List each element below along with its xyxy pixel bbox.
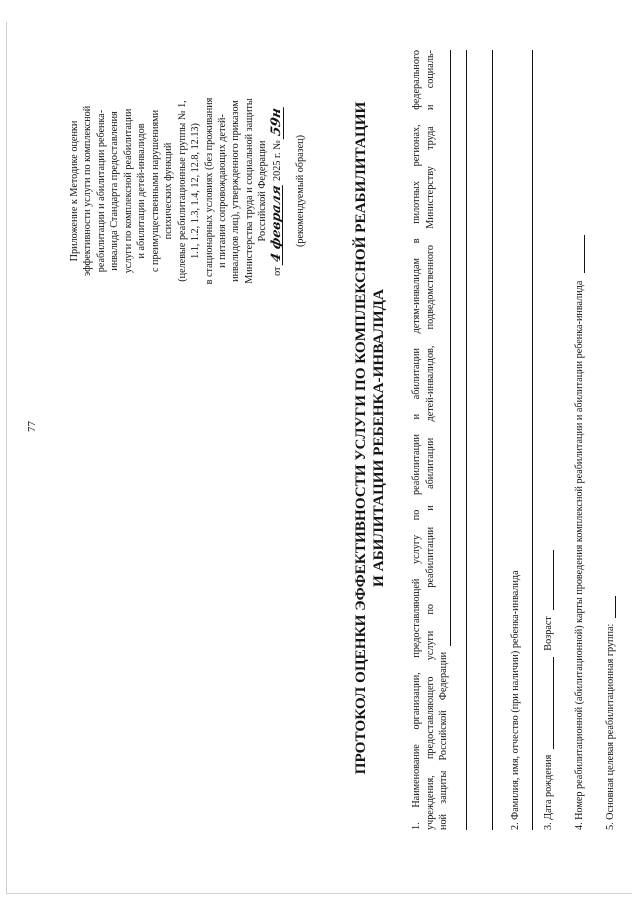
field-target-group — [604, 596, 616, 830]
appendix-line: с преимущественными нарушениями — [149, 109, 161, 273]
birth-date-fill-line[interactable] — [542, 657, 554, 749]
appendix-block — [68, 36, 308, 346]
field-child-name-label: 2. Фамилия, имя, отчество (при наличии) ребенка-инвалида — [510, 570, 521, 830]
handwritten-order-number: 59н — [268, 106, 284, 138]
birth-date-label: 3. Дата рождения — [543, 754, 554, 830]
appendix-line: Российской Федерации — [257, 140, 269, 242]
rehab-card-label: 4. Номер реабилитационной (абилитационной) карты проведения комплексной реабилитации и абилитации ребенка-инвалида — [574, 280, 585, 830]
appendix-line: реабилитации и абилитации ребенка- — [95, 109, 107, 273]
target-group-label: 5. Основная целевая реабилитационная группа: — [605, 623, 616, 830]
appendix-line: и питания сопровождающих детей- — [216, 114, 228, 268]
field-birth-and-age — [542, 550, 554, 830]
field-child-name — [510, 570, 521, 830]
handwritten-date: 4 февраля — [267, 183, 283, 264]
appendix-line: эффективности услуги по комплексной — [82, 105, 94, 277]
field-organization-line-3: ной защиты Российской Федерации — [438, 651, 450, 830]
appendix-line: психических функций — [163, 142, 175, 240]
appendix-line: Приложение к Методике оценки — [69, 120, 80, 262]
appendix-line: услуги по комплексной реабилитации — [122, 108, 134, 274]
child-name-fill-line[interactable] — [532, 50, 533, 830]
document-title — [352, 98, 387, 778]
title-line-2: И АБИЛИТАЦИИ РЕБЕНКА-ИНВАЛИДА — [369, 289, 387, 587]
order-date-line — [267, 36, 284, 346]
organization-fill-line[interactable] — [439, 50, 451, 646]
appendix-line: инвалида Стандарта предоставления — [109, 111, 121, 271]
age-label: Возраст — [543, 616, 554, 651]
field-organization-line-2: учреждения, предоставляющего услуги по реабилитации и абилитации детей-инвалидов, подведомственного Министерству труда и социаль- — [424, 50, 436, 830]
rehab-card-fill-line[interactable] — [573, 235, 585, 273]
appendix-line: в стационарных условиях (без проживания — [203, 97, 215, 285]
appendix-line: 1.1, 1.2, 1.3, 1.4, 12, 12.8, 12.13) — [190, 123, 202, 259]
field-organization-name — [410, 50, 451, 830]
page-number: 77 — [26, 421, 38, 432]
age-fill-line[interactable] — [542, 550, 554, 610]
blank-line[interactable] — [466, 50, 467, 830]
date-prefix: от — [271, 266, 283, 276]
target-group-fill-line[interactable] — [604, 596, 616, 618]
appendix-line: инвалидов лиц), утвержденного приказом — [230, 100, 242, 282]
recommended-sample-note: (рекомендуемый образец) — [295, 135, 307, 247]
appendix-line: (целевые реабилитационные группы № 1, — [176, 100, 188, 282]
field-rehab-card-number — [573, 235, 585, 830]
appendix-line: Министерства труда и социальной защиты — [243, 98, 255, 284]
appendix-line: и абилитации детей-инвалидов — [136, 123, 148, 259]
date-year: 2025 г. № — [271, 140, 283, 181]
title-line-1: ПРОТОКОЛ ОЦЕНКИ ЭФФЕКТИВНОСТИ УСЛУГИ ПО КОМПЛЕКСНОЙ РЕАБИЛИТАЦИИ — [352, 101, 369, 775]
blank-line[interactable] — [492, 50, 493, 830]
field-organization-line-1: 1. Наименование организации, предоставляющей услугу по реабилитации и абилитации детям-инвалидам в пилотных регионах, федерального — [411, 50, 422, 830]
